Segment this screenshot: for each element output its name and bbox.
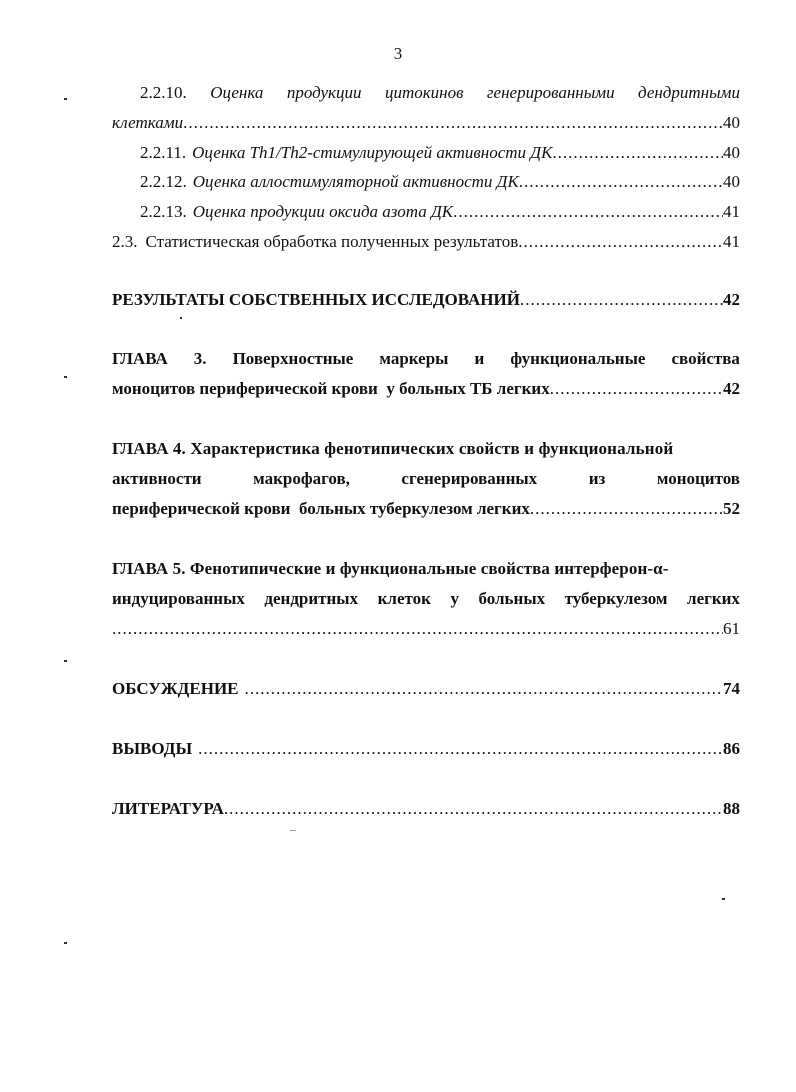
entry-title: периферической крови больных туберкулезом легких (112, 499, 530, 518)
entry-title: клетками (112, 113, 184, 132)
toc-entry-2-2-13 (140, 201, 740, 223)
entry-word: активности (112, 469, 202, 488)
entry-page: 61 (723, 619, 740, 638)
entry-word: Поверхностные (232, 349, 354, 368)
entry-page: 40 (723, 113, 740, 132)
entry-word: легких (687, 589, 740, 608)
entry-word: функциональные (510, 349, 646, 368)
entry-page: 41 (723, 232, 740, 251)
leader-dots (518, 231, 723, 253)
entry-page: 41 (723, 202, 740, 221)
toc-entry-chapter-4-cont (112, 498, 740, 520)
entry-word: Оценка (210, 83, 264, 102)
leader-dots (245, 678, 723, 700)
entry-page: 42 (723, 290, 740, 309)
entry-number: 2.3. (112, 232, 138, 251)
entry-title: Оценка Th1/Th2-стимулирующей активности ДК (192, 143, 553, 162)
toc-entry-chapter-5: ГЛАВА 5. Фенотипические и функциональные свойства интерферон-α- (112, 559, 669, 578)
entry-title: РЕЗУЛЬТАТЫ СОБСТВЕННЫХ ИССЛЕДОВАНИЙ (112, 290, 520, 309)
toc-entry-2-2-11 (140, 142, 740, 164)
entry-page: 52 (723, 499, 740, 518)
entry-word: индуцированных (112, 589, 245, 608)
leader-dots (198, 738, 723, 760)
entry-word: туберкулезом (564, 589, 668, 608)
toc-entry-2-2-12 (140, 171, 740, 193)
entry-page: 88 (723, 799, 740, 818)
toc-entry-conclusions (112, 738, 740, 760)
toc-entry-2-2-10 (140, 82, 740, 104)
leader-dots (519, 171, 723, 193)
leader-dots (453, 201, 723, 223)
entry-word: 3. (193, 349, 207, 368)
entry-word: больных (478, 589, 546, 608)
entry-word: ГЛАВА (112, 349, 168, 368)
leader-dots (530, 498, 723, 520)
entry-title: Статистическая обработка полученных результатов (145, 232, 519, 251)
entry-word: дендритными (638, 83, 740, 102)
scan-speck (64, 942, 67, 944)
entry-word: из (588, 469, 606, 488)
entry-page: 40 (723, 143, 740, 162)
toc-entry-discussion (112, 678, 740, 700)
toc-entry-chapter-3 (112, 348, 740, 370)
entry-title: ЛИТЕРАТУРА (112, 799, 224, 818)
scan-speck (722, 898, 725, 900)
scan-speck (64, 660, 67, 662)
entry-number: 2.2.13. (140, 202, 187, 221)
toc-entry-chapter-5-line-2 (112, 588, 740, 610)
toc-entry-literature (112, 798, 740, 820)
toc-entry-chapter-5-cont (112, 618, 740, 640)
toc-entry-2-2-10-cont (112, 112, 740, 134)
page-number: 3 (393, 44, 403, 63)
scan-speck (64, 98, 67, 100)
entry-word: сгенерированных (401, 469, 538, 488)
entry-number: 2.2.12. (140, 172, 187, 191)
entry-word: у (450, 589, 459, 608)
scan-speck (64, 376, 67, 378)
entry-word: продукции (286, 83, 362, 102)
scan-speck (290, 830, 296, 831)
scan-speck (180, 317, 182, 319)
leader-dots (520, 289, 723, 311)
toc-entry-chapter-4: ГЛАВА 4. Характеристика фенотипических свойств и функциональной (112, 439, 674, 458)
toc-entry-results (112, 289, 740, 311)
entry-title: Оценка аллостимуляторной активности ДК (192, 172, 519, 191)
toc-entry-2-3 (112, 231, 740, 253)
leader-dots (183, 112, 723, 134)
entry-word: цитокинов (384, 83, 464, 102)
entry-word: моноцитов (656, 469, 740, 488)
entry-title: Оценка продукции оксида азота ДК (192, 202, 454, 221)
entry-page: 40 (723, 172, 740, 191)
leader-dots (112, 618, 723, 640)
entry-page: 86 (723, 739, 740, 758)
leader-dots (224, 798, 723, 820)
entry-word: макрофагов, (253, 469, 350, 488)
leader-dots (550, 378, 723, 400)
entry-title: ВЫВОДЫ (112, 739, 193, 758)
entry-word: клеток (377, 589, 431, 608)
entry-word: дендритных (264, 589, 359, 608)
leader-dots (552, 142, 723, 164)
entry-number: 2.2.10. (140, 83, 187, 102)
toc-entry-chapter-3-cont (112, 378, 740, 400)
toc-entry-chapter-4-line-2 (112, 468, 740, 490)
entry-page: 42 (723, 379, 740, 398)
entry-title: моноцитов периферической крови у больных ТБ легких (112, 379, 550, 398)
entry-word: маркеры (379, 349, 449, 368)
entry-word: и (474, 349, 485, 368)
entry-title: ОБСУЖДЕНИЕ (112, 679, 239, 698)
entry-page: 74 (723, 679, 740, 698)
entry-word: свойства (671, 349, 740, 368)
entry-word: генерированными (486, 83, 615, 102)
entry-number: 2.2.11. (140, 143, 187, 162)
